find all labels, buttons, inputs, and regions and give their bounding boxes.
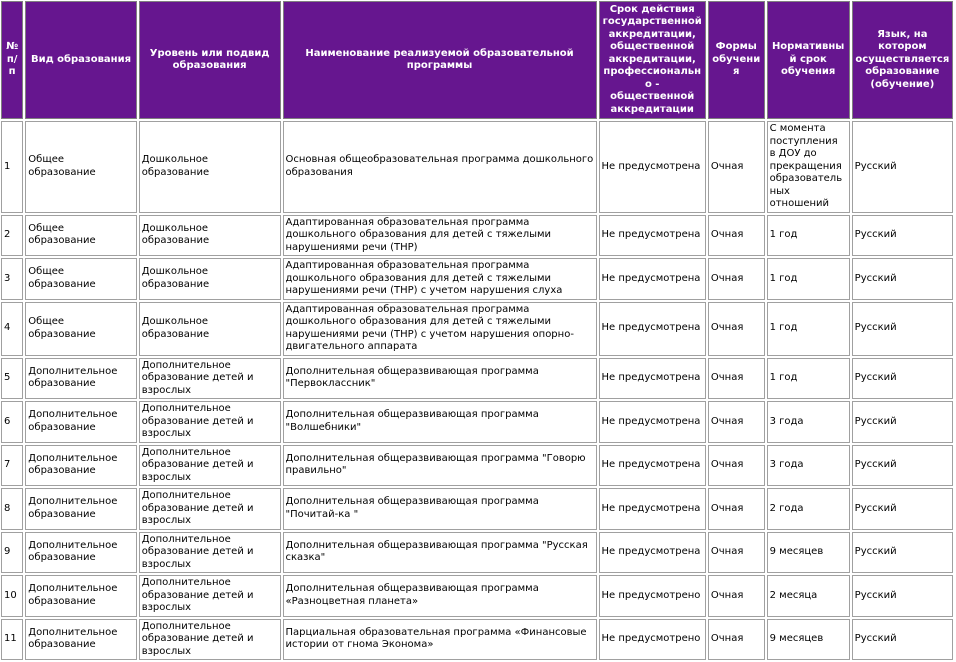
cell-level: Дополнительное образование детей и взрослых [139,401,281,443]
header-num: № п/п [1,1,23,119]
table-row [1,401,953,443]
cell-forms: Очная [708,302,765,356]
cell-accreditation: Не предусмотрена [599,445,706,487]
cell-accreditation: Не предусмотрено [599,575,706,617]
cell-forms: Очная [708,358,765,400]
cell-program: Дополнительная общеразвивающая программа "Первоклассник" [283,358,597,400]
cell-forms: Очная [708,575,765,617]
cell-duration: С момента поступления в ДОУ до прекращения образовательных отношений [767,121,850,213]
cell-accreditation: Не предусмотрена [599,532,706,574]
cell-num: 8 [1,488,23,530]
cell-language: Русский [852,619,953,661]
cell-level: Дошкольное образование [139,258,281,300]
cell-type: Дополнительное образование [25,532,136,574]
cell-forms: Очная [708,445,765,487]
cell-level: Дополнительное образование детей и взрослых [139,488,281,530]
cell-program: Дополнительная общеразвивающая программа «Разноцветная планета» [283,575,597,617]
cell-num: 7 [1,445,23,487]
cell-forms: Очная [708,488,765,530]
cell-level: Дошкольное образование [139,121,281,213]
cell-program: Основная общеобразовательная программа дошкольного образования [283,121,597,213]
cell-language: Русский [852,575,953,617]
cell-level: Дополнительное образование детей и взрослых [139,358,281,400]
cell-accreditation: Не предусмотрена [599,258,706,300]
cell-level: Дополнительное образование детей и взрослых [139,445,281,487]
table-row [1,532,953,574]
cell-program: Дополнительная общеразвивающая программа "Говорю правильно" [283,445,597,487]
cell-type: Дополнительное образование [25,575,136,617]
cell-program: Дополнительная общеразвивающая программа "Почитай-ка " [283,488,597,530]
cell-type: Дополнительное образование [25,401,136,443]
cell-language: Русский [852,488,953,530]
table-row [1,488,953,530]
cell-language: Русский [852,401,953,443]
cell-num: 9 [1,532,23,574]
cell-language: Русский [852,121,953,213]
cell-level: Дошкольное образование [139,302,281,356]
cell-forms: Очная [708,215,765,257]
cell-language: Русский [852,302,953,356]
cell-forms: Очная [708,121,765,213]
header-forms: Формы обучения [708,1,765,119]
cell-accreditation: Не предусмотрена [599,358,706,400]
table-row [1,215,953,257]
header-level: Уровень или подвид образования [139,1,281,119]
cell-program: Адаптированная образовательная программа дошкольного образования для детей с тяжелыми нарушениями речи (ТНР) с учетом нарушения слуха [283,258,597,300]
cell-num: 3 [1,258,23,300]
cell-type: Общее образование [25,215,136,257]
cell-accreditation: Не предусмотрена [599,121,706,213]
cell-duration: 2 года [767,488,850,530]
cell-num: 1 [1,121,23,213]
table-row [1,358,953,400]
cell-num: 4 [1,302,23,356]
cell-forms: Очная [708,619,765,661]
cell-num: 5 [1,358,23,400]
cell-program: Парциальная образовательная программа «Финансовые истории от гнома Эконома» [283,619,597,661]
cell-program: Адаптированная образовательная программа дошкольного образования для детей с тяжелыми нарушениями речи (ТНР) с учетом нарушения опорно-двигательного аппарата [283,302,597,356]
cell-duration: 1 год [767,258,850,300]
cell-forms: Очная [708,401,765,443]
cell-duration: 1 год [767,358,850,400]
cell-duration: 1 год [767,302,850,356]
table-row [1,575,953,617]
cell-language: Русский [852,358,953,400]
table-header-row [1,1,953,119]
header-program: Наименование реализуемой образовательной программы [283,1,597,119]
table-row [1,619,953,661]
cell-language: Русский [852,532,953,574]
cell-level: Дополнительное образование детей и взрослых [139,619,281,661]
cell-program: Адаптированная образовательная программа дошкольного образования для детей с тяжелыми нарушениями речи (ТНР) [283,215,597,257]
cell-program: Дополнительная общеразвивающая программа "Волшебники" [283,401,597,443]
cell-forms: Очная [708,532,765,574]
cell-duration: 2 месяца [767,575,850,617]
table-row [1,302,953,356]
header-accreditation: Срок действия государственной аккредитации, общественной аккредитации, профессионально - общественной аккредитации [599,1,706,119]
cell-type: Дополнительное образование [25,619,136,661]
cell-duration: 9 месяцев [767,619,850,661]
cell-num: 10 [1,575,23,617]
cell-num: 11 [1,619,23,661]
cell-type: Общее образование [25,258,136,300]
cell-forms: Очная [708,258,765,300]
header-type: Вид образования [25,1,136,119]
cell-accreditation: Не предусмотрена [599,488,706,530]
cell-language: Русский [852,258,953,300]
cell-duration: 9 месяцев [767,532,850,574]
table-row [1,445,953,487]
cell-language: Русский [852,215,953,257]
cell-type: Дополнительное образование [25,445,136,487]
cell-num: 6 [1,401,23,443]
cell-duration: 3 года [767,445,850,487]
cell-type: Общее образование [25,121,136,213]
cell-accreditation: Не предусмотрено [599,619,706,661]
cell-duration: 1 год [767,215,850,257]
cell-level: Дополнительное образование детей и взрослых [139,532,281,574]
cell-accreditation: Не предусмотрена [599,401,706,443]
cell-level: Дошкольное образование [139,215,281,257]
cell-language: Русский [852,445,953,487]
cell-accreditation: Не предусмотрена [599,302,706,356]
cell-program: Дополнительная общеразвивающая программа "Русская сказка" [283,532,597,574]
cell-duration: 3 года [767,401,850,443]
table-row [1,121,953,213]
cell-num: 2 [1,215,23,257]
cell-type: Дополнительное образование [25,358,136,400]
cell-type: Дополнительное образование [25,488,136,530]
header-language: Язык, на котором осуществляется образование (обучение) [852,1,953,119]
header-duration: Нормативный срок обучения [767,1,850,119]
cell-level: Дополнительное образование детей и взрослых [139,575,281,617]
cell-accreditation: Не предусмотрена [599,215,706,257]
cell-type: Общее образование [25,302,136,356]
table-row [1,258,953,300]
